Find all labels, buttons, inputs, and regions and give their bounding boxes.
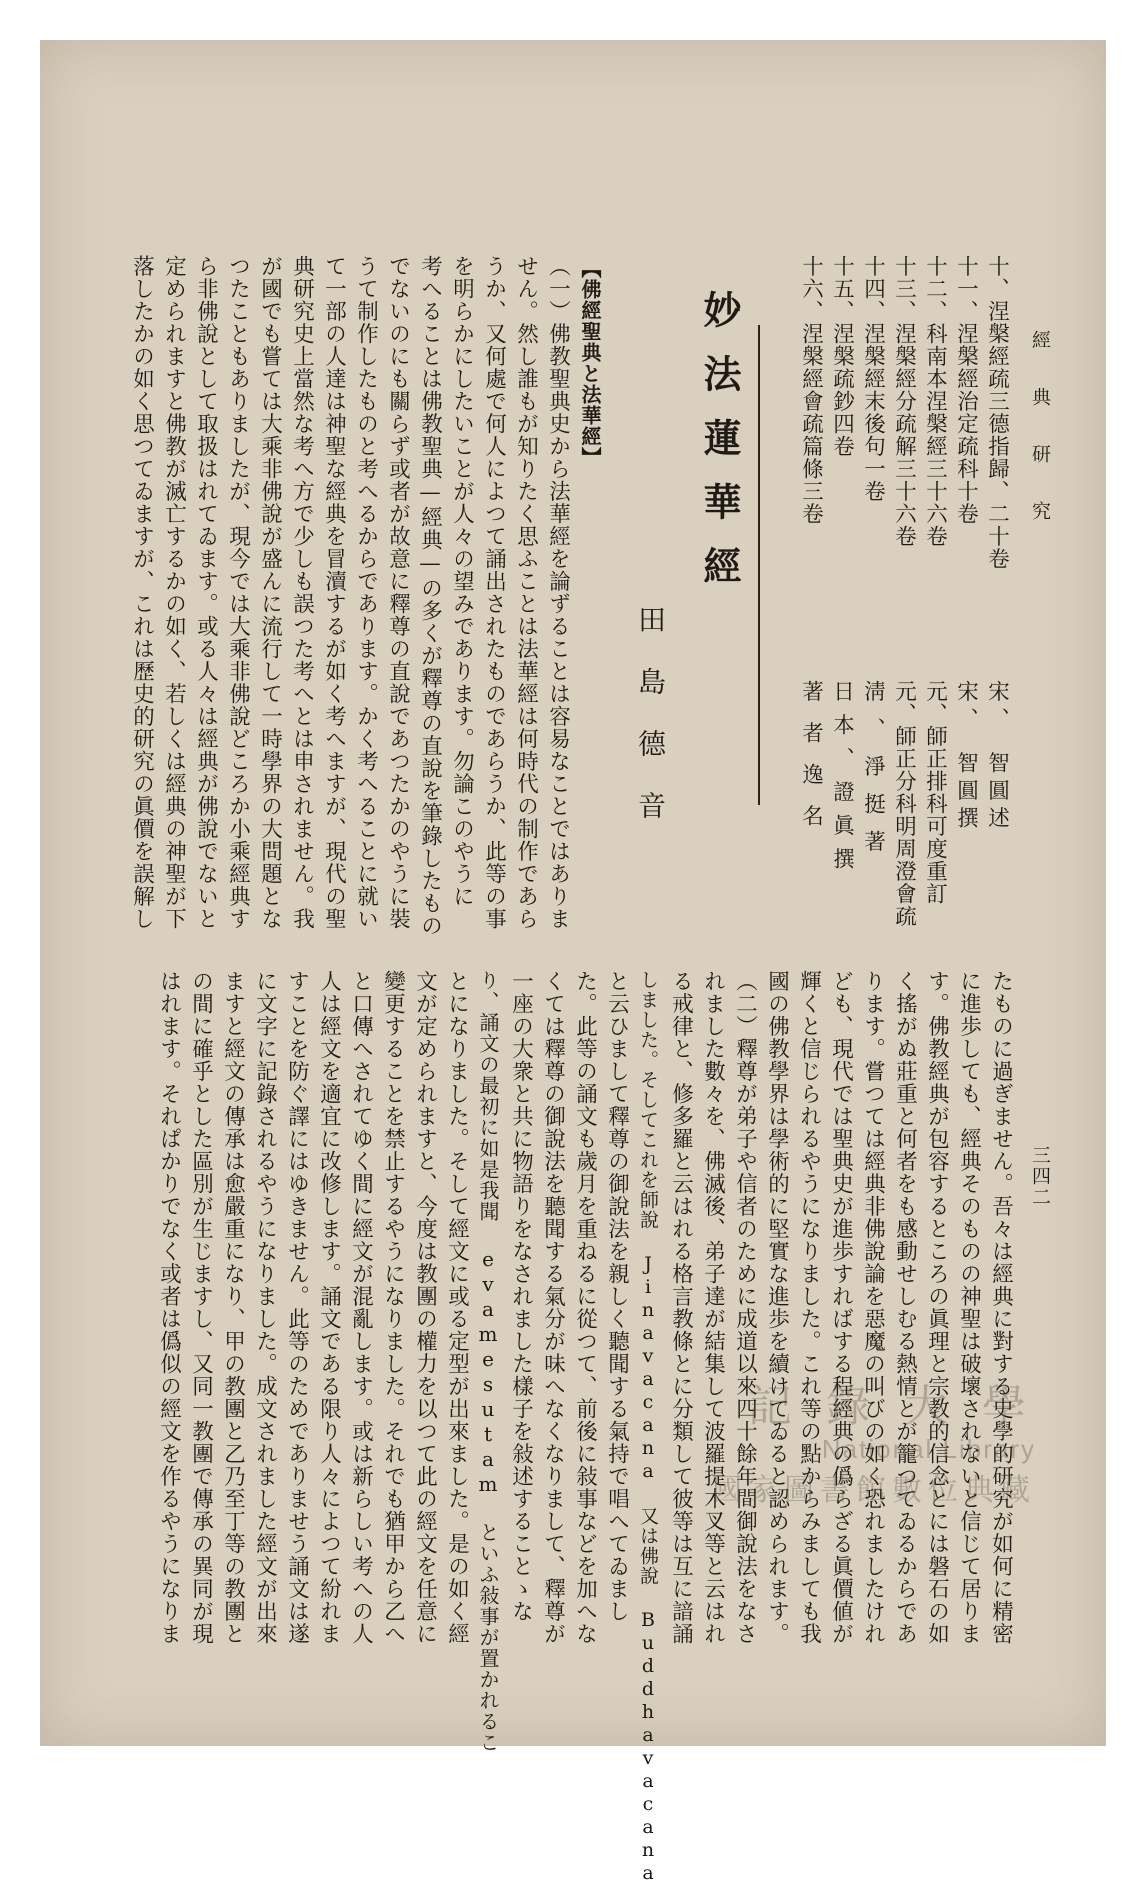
book-list-author: 宋、 智圓述 — [984, 680, 1010, 835]
text-column: うて制作したものと考へるからであります。かく考へることに就い — [353, 255, 379, 930]
text-column: 國の佛教學界は學術的に堅實な進歩を續けてゐると認められます。 — [764, 970, 790, 1645]
watermark-line: 國家圖書館數位典藏 — [712, 1473, 1036, 1508]
text-column: 一座の大衆と共に物語りをなされました樣子を敍述することゝな — [508, 970, 534, 1623]
book-list-author: 元、師正分科明周澄會疏 — [891, 680, 917, 928]
text-column: とになりました。そして經文に或る定型が出來ました。是の如く經 — [444, 970, 470, 1645]
text-column: に文字に記錄されるやうになりました。成文されました經文が出來 — [252, 970, 278, 1645]
text-column: り、誦文の最初に如是我聞 evamesutam といふ敍事が置かれるこ — [476, 970, 500, 1753]
text-column: る戒律と、修多羅と云はれる格言教條とに分類して彼等は互に諳誦 — [668, 970, 694, 1645]
text-column: 輝くと信じられるやうになりました。これ等の點からみましても我 — [796, 970, 822, 1645]
text-column: くては釋尊の御說法を聽聞する氣分が味へなくなりまして、釋尊が — [540, 970, 566, 1645]
book-list-author: 元、師正排科可度重訂 — [922, 680, 948, 905]
running-title: 經 典 研 究 — [1029, 330, 1051, 528]
text-column: すことを防ぐ譯にはゆきません。此等のためでありませう誦文は遂 — [284, 970, 310, 1645]
book-list-item: 十六、涅槃經會疏篇條三卷 — [798, 255, 824, 525]
text-column: す。佛教經典が包容するところの眞理と宗教的信念とには磐石の如 — [924, 970, 950, 1645]
book-list-item: 十四、涅槃經末後句一卷 — [860, 255, 886, 503]
section-heading: 【佛經聖典と法華經】 — [578, 258, 602, 468]
text-column: 落したかの如く思つてゐますが、これは歷史的研究の眞價を誤解し — [129, 255, 155, 930]
article-title: 妙法蓮華經 — [697, 290, 742, 610]
text-column: つたこともありましたが、現今では大乘非佛說どころか小乘經典す — [225, 255, 251, 930]
text-column: でないのにも關らず或者が故意に釋尊の直說であつたかのやうに裝 — [385, 255, 411, 930]
text-column: の間に確乎とした區別が生じますし、又同一教團で傳承の異同が現 — [188, 970, 214, 1645]
text-column: ども、現代では聖典史が進歩すればする程經典の僞らざる眞價値が — [828, 970, 854, 1645]
book-list-item: 十三、涅槃經分疏解三十六卷 — [891, 255, 917, 548]
text-column: 考へることは佛教聖典—經典—の多くが釋尊の直說を筆錄したもの — [417, 255, 443, 937]
text-column: た。此等の誦文も歲月を重ねるに從つて、前後に敍事などを加へな — [572, 970, 598, 1645]
library-watermark — [676, 1370, 1036, 1570]
text-column: が國でも嘗ては大乘非佛說が盛んに流行して一時學界の大問題とな — [257, 255, 283, 930]
text-column: （二）釋尊が弟子や信者のために成道以來四十餘年間御說法をなさ — [732, 970, 758, 1645]
watermark-line: 記 錄 大 學 — [748, 1381, 1036, 1432]
book-list-author: 淸、淨挺著 — [860, 680, 886, 868]
text-column: く搖がぬ莊重と何者をも感動せしむる熱情とが籠つてゐるからであ — [892, 970, 918, 1645]
book-list-item: 十二、科南本涅槃經三十六卷 — [922, 255, 948, 548]
text-column: に進歩しても、經典そのものの神聖は破壞されないと信じて居りま — [956, 970, 982, 1645]
text-column: と口傳へされてゆく間に經文が混亂します。或は新らしい考への人 — [348, 970, 374, 1645]
text-column: （一）佛教聖典史から法華經を論ずることは容易なことではありま — [545, 255, 571, 930]
book-list-author: 宋、 智圓撰 — [953, 680, 979, 835]
book-list-item: 十五、涅槃疏鈔四卷 — [829, 255, 855, 458]
text-column: ります。嘗つては經典非佛說論を惡魔の叫びの如く恐れましたけれ — [860, 970, 886, 1645]
text-column: ますと經文の傳承は愈嚴重になり、甲の教團と乙乃至丁等の教團と — [220, 970, 246, 1645]
page-number: 三四二 — [1029, 1145, 1051, 1208]
text-column: を明らかにしたいことが人々の望みであります。勿論このやうに — [449, 255, 475, 908]
text-column: しました。そしてこれを師說 Jinavacana 又は佛說 Buddhavacana — [637, 970, 659, 1885]
text-column: 定められますと佛教が滅亡するかの如く、若しくは經典の神聖が下 — [161, 255, 187, 930]
text-column: と云ひまして釋尊の御說法を親しく聽聞する氣持で唱へてゐまし — [604, 970, 630, 1623]
document-page — [40, 40, 1106, 1885]
book-list-author: 著者逸名 — [798, 680, 824, 846]
book-list-item: 十、涅槃經疏三德指歸、二十卷 — [984, 255, 1010, 570]
text-column: 變更することを禁止するやうになりました。それでも猶甲から乙へ — [380, 970, 406, 1645]
text-column: 人は經文を適宜に改修します。誦文である限り人々によつて紛れま — [316, 970, 342, 1645]
article-author: 田島德音 — [634, 605, 667, 853]
text-column: ら非佛說として取扱はれてゐます。或る人々は經典が佛說でないと — [193, 255, 219, 930]
text-column: れました數々を、佛滅後、弟子達が結集して波羅提木叉等と云はれ — [700, 970, 726, 1645]
text-column: はれます。それぱかりでなく或者は僞似の經文を作るやうになりま — [156, 970, 182, 1645]
vertical-rule — [758, 325, 760, 805]
text-column: 文が定められますと、今度は教團の權力を以つて此の經文を任意に — [412, 970, 438, 1645]
text-column: せん。然し誰もが知りたく思ふことは法華經は何時代の制作であら — [513, 255, 539, 930]
book-list-item: 十一、涅槃經治定疏科十卷 — [953, 255, 979, 525]
book-list-author: 日本、證眞撰 — [829, 680, 855, 881]
text-column: うか、又何處で何人によつて誦出されたものであらうか、此等の事 — [481, 255, 507, 930]
text-column: て一部の人達は神聖な經典を冒瀆するが如く考へますが、現代の聖 — [321, 255, 347, 930]
watermark-line: National Library — [821, 1434, 1036, 1464]
text-column: たものに過ぎません。吾々は經典に對する史學的研究が如何に精密 — [988, 970, 1014, 1645]
text-column: 典研究史上當然な考へ方で少しも誤つた考へとは申されません。我 — [289, 255, 315, 930]
